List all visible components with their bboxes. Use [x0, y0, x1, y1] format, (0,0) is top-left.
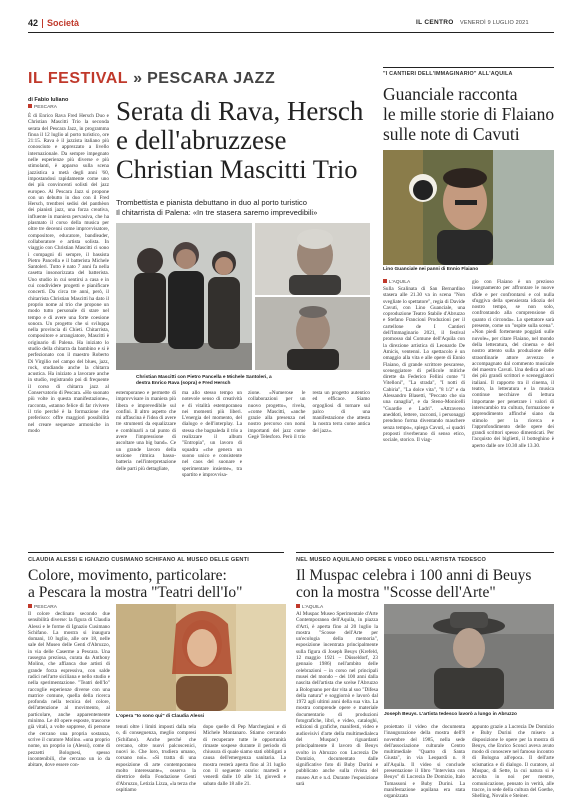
- page-number: 42: [28, 18, 39, 28]
- io-sono-qui-artwork: [116, 604, 286, 711]
- mascitti-trio-illustration: [116, 223, 252, 370]
- beuys-headline-line-1: Il Muspac celebra i 100 anni di Beuys: [296, 567, 532, 584]
- cantieri-location-text: L'AQUILA: [389, 280, 411, 285]
- festival-col-1: [28, 113, 109, 541]
- middle-rule-right: [296, 552, 554, 553]
- joseph-beuys-caption: Joseph Beuys. L'artista tedesco lavorò a lungo in Abruzzo: [384, 712, 517, 717]
- enrico-rava-illustration: [255, 223, 370, 295]
- issue-date: VENERDÌ 9 LUGLIO 2021: [460, 19, 529, 26]
- colore-location: [28, 604, 57, 610]
- beuys-location-text: L'AQUILA: [302, 605, 324, 610]
- cantieri-body-1: Sulla Scalinata di San Bernardino stasera alle 21.30 va in scena "Non svegliate lo spettatore", regia di Davide Cavuti, con Lino Guanciale, una coproduzione Teatro Stabile d'Abruzzo e Stefano Francioni Produzioni per il cartellone de I Cantieri dell'Immaginario 2021, il festival promosso dal Comune dell'Aquila con la direzione artistica di Leonardo De Amicis, ventenni. Lo spettacolo è un omaggio alla vita e alle opere di Ennio Flaiano, di grande scrittore pescarese, sceneggiatore di pellicole mitiche dirette da Federico Fellini come "I Vitelloni", "La strada", "I notti di Cabiria", "La dolce vita", "8 1/2" e da Alessandro Blasetti, "Peccato che sia una canaglia", e da Steno-Monicelli "Guardie e Ladri". «Attraverso aneddoti, lettere, racconti, i personaggi prendono forma diventando maschere senza tempo», spiega Cavuti, «i quadri proposti riverberano di senso etico, sociale, storico. Il viag-: [383, 286, 465, 444]
- beuys-body-1: Al Muspac Museo Sperimentale d'Arte Contemporanea dell'Aquila, in piazza d'Arti, è aperta fino al 20 luglio la mostra "Scosse dell'Arte per un'ecologia della memoria", esposizione incentrata principalmente sulla figura di Joseph Beuys (Krefeld, 12 maggio 1921 – Düsseldorf, 23 gennaio 1986) nell'ambito delle celebrazioni – in corso nel principali musei del mondo – dei 100 anni dalla nascita dell'artista che scelse l'Abruzzo a Bolognano per dar vita al suo "Difesa della natura" e soggiornò e lavorò dal 1972 agli ultimi anni della sua vita. La mostra comprende opere e materiale documentario di produzioni fotografiche, libri, e video, cataloghi, edizioni di grafiche, manifesti, video e audiovisivi d'arte della multimedialeca del Muspac) riguardanti principalmente il lavoro di Beuys svolto in Abruzzo con Lucrezia De Domizio, documentato dalle significative foto di Buby Durini e pubblicato anche sulla rivista del museo Art e n.d. Durante l'esposizione sarà: [296, 611, 378, 788]
- cantieri-top-rule: [383, 67, 554, 68]
- guanciale-illustration: [383, 150, 554, 265]
- cantieri-headline: [383, 84, 555, 144]
- guanciale-caption: Lino Guanciale nei panni di Ennio Flaiano: [383, 267, 479, 272]
- festival-subhead-line-1: Trombettista e pianista debuttano in duo al porto turistico: [116, 198, 307, 207]
- section-name: Società: [47, 18, 80, 28]
- cantieri-body-2: gio con Flaiano è un prezioso insegnamento per affrontare le nuove sfide e per confrontarsi e col nulla sfuggiva della spensierata idiozia del nostro tempo, se non solo, confrontando alla comprensione di quanto ci circonda». Lo spettatore sarà presente, come un "ospite sulla scena". «Non piedi fortemente poggiati sulle nuvole», per citare Flaiano, nel mondo della letteratura, del cinema e del nostro attento sulla produzione delle straordinarie attore avvezzo e accompagnato dal commento musicale del maestro Cavuti. Una dedica ad uno dei più grandi scrittori e sceneggiatori italiani. Il rapporto tra il cinema, il teatro, la letteratura e la musica continue necchiave di lettura importante per penetrare i valori di interscambio tra cultura, formazione e apprendimento affinché siano da stimolo per la ricerca e l'approfondimento delle opere dei grandi scrittori spesso dimenticati. Per l'acquisto dei biglietti, il botteghino è aperto dalle ore 10.30 alle 13.30.: [472, 279, 554, 449]
- colore-col-1: [28, 611, 110, 791]
- beuys-col-1: [296, 611, 378, 791]
- cantieri-headline-line-2: le mille storie di Flaiano: [383, 104, 555, 124]
- festival-tag: [28, 68, 368, 86]
- festival-body-3: ma allo stesso tempo un notevole senso di creatività e di vitalità estemporanea nei momenti più liberi. L'energia del momento, del dialogo e dell'interplay. La stessa che bagnaleda il trio a realizzare il album "Entropia", un lavoro di squadra «che genera un suono unico e consistente nel caos del suonare e sperimentare insieme», tra spartito e improvvisa-: [182, 390, 242, 478]
- beuys-location: [296, 604, 323, 610]
- joseph-beuys-photo: [384, 604, 554, 709]
- mascitti-trio-photo: [116, 223, 252, 370]
- section-divider: [42, 19, 43, 28]
- colore-body-2: tenuti oltre i limiti imposti dalla tela o, di conseguenza, meglio compresi (Schifano). Anche perché che cercano, oltre nuovi palcoscenici, nuovi io. Che loro, trudiera umano, corsano noi». «Si tratta di una esposizione di arte contemporanea molto interessante», osserva la direttrice della Fondazione Genti d'Abruzzo, Letizia Lizza, «la terza che ospitiamo: [116, 724, 196, 793]
- festival-location-text: PESCARA: [34, 105, 57, 110]
- masthead: IL CENTRO: [416, 19, 454, 26]
- cantieri-headline-line-3: sulle note di Cavuti: [383, 124, 520, 144]
- cantieri-kicker: "I CANTIERI DELL'IMMAGINARIO" ALL'AQUILA: [383, 71, 513, 77]
- festival-headline-line-1: Serata di Rava, Hersch: [116, 96, 364, 126]
- festival-byline: di Fabio Iuliano: [28, 97, 69, 103]
- festival-location: [28, 104, 57, 110]
- beuys-col-2: [384, 724, 465, 798]
- cantieri-col-1: [383, 286, 465, 540]
- festival-col-4: [248, 390, 370, 540]
- cantieri-location: [383, 279, 410, 285]
- beuys-col-3: [472, 724, 554, 798]
- beuys-headline: [296, 567, 554, 601]
- cantieri-headline-line-1: Guanciale racconta: [383, 84, 518, 104]
- festival-body-1: È di Enrico Rava Fred Hersch Duo e Christian Mascitti Trio la seconda serata del Pescara Jazz, in programma finoa il 12 luglio al porto turistico, ore 21:15. Rava è il jazzista italiano più conosciuto e apprezzato a livello internazionale. Da sempre impegnato nelle esperienze più diverse e più stimolanti, è apparso sulla scena jazzistica a metà degli anni '60, impostandosi rapidamente come uno dei più convincenti solisti del jazz europeo. Al Pescara Jazz si propone con un debutto in duo con il Fred Hersch, trentbrei sedisi del panthèon dei pianisti jazz, una forza creativa, influente in maniera pervasiva, che ha plasmato il corso della musica per oltre tre decenni come improvvisatore, compositore, educatore, bandleader, collaboratore e artista solista. In viaggio con Christian Mascitti ci sono i compagni di sempre, il bassista Pietro Pancella e il batterista Michele Santoleri. Tutto è nato 7 anni fa nella casetta insonorizzata del batterista. Uno studio in cui sentirsi a casa e in cui condividere progetti e pianificare concerti. Da circa tre anni, però, il chitarrista Christian Mascitti ha dato il proprio nome al trio che propone un modo tutto personale di stare nel tempo e di avere una forte coesione sonora. Un progetto che si sviluppa nella provincia di Chieti. Chitarrista, compositore e arrangiatore, Mascitti è originario di Palena. Ha iniziato lo studio della chitarra da bambino e si è perfezionato con il maestro Roberto Di Virgilio nel campo del blues, jazz, rock, studiando anche la chitarra acustica. Ha iniziato a lavorare anche in studio, registrando poi di frequente il corso di chitarra jazz al Conservatorio di Pescara. «Ho suonato più volte in questa manifestazione», racconta, «stanno felice di far rivivere il trio perché è la formazione che preferisco: offre maggiori possibilità nel creare sequenze armoniche in modo: [28, 113, 109, 434]
- beuys-body-2: proiettato il video che documenta l'inaugurazione della mostra dell'8 novembre del 1985, nella sede dell'associazione culturale Centro multimediale "Quarto di Santa Giusta", in via Leopardi n. 8 all'Aquila. Il video si conclude presentazione il libro "Intervista con Beuys" di Lucrezia De Domizio, Italo Tomassoni e Buby Durini. La manifestazione aquilana era stata organizzata: [384, 724, 465, 798]
- colore-location-text: PESCARA: [34, 605, 57, 610]
- enrico-rava-photo: [255, 223, 370, 295]
- fred-hersch-illustration: [255, 297, 370, 370]
- colore-col-3: [203, 724, 286, 791]
- festival-headline-line-2: e dell'abruzzese: [116, 125, 287, 155]
- festival-tag-arrows: »: [133, 70, 143, 87]
- festival-subhead-line-2: Il chitarrista di Palena: «In tre stasera saremo imprevedibili»: [116, 208, 318, 217]
- io-sono-qui-illustration: [116, 604, 286, 711]
- festival-headline-line-3: Christian Mascitti Trio: [116, 154, 358, 184]
- colore-col-2: [116, 724, 196, 791]
- colore-body-3: dopo quelle di Pep Marchegiani e di Michele Montanaro. Stiamo cercando di recuperare tutte le opportunità rimaste sospese durante il periodo di chiusura di quale siamo stati obbligati a causa dell'emergenza sanitaria. La mostra resterà aperta fino al 31 luglio con il seguente orario: martedì e venerdì dalle 10 alle 14, giovedì e sabato dalle 18 alle 21.: [203, 724, 286, 787]
- fred-hersch-photo: [255, 297, 370, 370]
- colore-headline-line-2: a Pescara la mostra "Teatri dell'Io": [28, 584, 243, 601]
- guanciale-photo: [383, 150, 554, 265]
- festival-headline: [116, 97, 370, 184]
- beuys-body-3: appunto grazie a Lucrezia De Domizio e Buby Durini che misero a disposizione le opere per la mostra di Beuys, che Enrico Sconci aveva avuto modo di conoscere nel famoso incontro di Bologna all'epoca. Il dell'arte scismatica e di dialogo. Il curatore, al Muspac, di Sette, la cui natura si è accolta in noi per mentre, comunicazione, pensato in verità, alle tracce, in sede della cultura del Goethe, Shelling, Novalis e Steiner.: [472, 724, 554, 798]
- festival-photo-caption: Christian Mascitti con Pietro Pancella e Michele Santoleri, a destra Enrico Rava (sopra) e Fred Hersch: [136, 375, 272, 386]
- colore-headline: [28, 567, 286, 601]
- festival-tag-right: PESCARA JAZZ: [147, 70, 276, 87]
- beuys-kicker: NEL MUSEO AQUILANO OPERE E VIDEO DELL'ARTISTA TEDESCO: [296, 557, 487, 563]
- beuys-headline-line-2: con la mostra "Scosse dell'Arte": [296, 584, 496, 601]
- festival-col-3: [182, 390, 242, 540]
- festival-col-2: [116, 390, 176, 540]
- io-sono-qui-caption: L'opera "Io sono qui" di Claudia Alessi: [116, 714, 205, 719]
- colore-body-1: Il colore declinato secondo due sensibilità diverse: la figura di Claudia Alessi e le forme di Ignazio Cusimano Schifano. La mostra si inaugura domani, 10 luglio, alle ore 18, nelle sale del Museo delle Genti d'Abruzzo, in via delle Caserme a Pescara. Una rassegna preziosa, curata da Anthony Molino, che affianca due artisti di grande forza espressiva, con salde radici nell'arte siciliana e nello studio e nella sperimentazione. "Teatri dell'Io" raccoglie esperienze diverse con una matrice comune, quella della ricerca profonda nella tecnica del colore, dell'attenzione al movimento, al particolare, anche apparentemente minimo. Le 40 opere esposte, trascorse già vitali, a volte sopprese, di persone che cercano una propria sostanza, scrive il curatore Molino. «una proprio nome, un proprio io (Alessi), come di pezzetti Bolognesi, spesso incontenibili, che cercano un io da abitare, dove essere con-: [28, 611, 110, 769]
- page-header: [28, 18, 554, 30]
- colore-kicker: CLAUDIA ALESSI E IGNAZIO CUSIMANO SCHIFANO AL MUSEO DELLE GENTI: [28, 557, 250, 563]
- middle-rule-left: [28, 552, 284, 553]
- header-rule: [28, 32, 554, 33]
- festival-subhead: [116, 198, 372, 218]
- cantieri-col-2: [472, 279, 554, 540]
- colore-headline-line-1: Colore, movimento, particolare:: [28, 567, 227, 584]
- festival-body-4: zione. «Numerose le collaborazioni per un nuovo progetto», rivela, «come Mascitti, «anche grazie alla presenza nel nostro percorso con nomi importanti del jazz come Gegè Telesforo. Però il trio resta un progetto autentico ed efficace. Siamo orgogliosi di tornare sul palco di una manifestazione che attesta la nostra terra come antica del jazz».: [248, 390, 370, 441]
- festival-body-2: estemporaneo e permette di improvvisare in maniera più libera e imprevedibile sul confini. Il altro aspetto che mi affascina è l'idea di avere tre strumenti da equalizzare e combinarli a tal punto di avere l'impressione di ascoltare una big band». Ce un grande lavoro della sezione ritmica basso-batteria nell'interpretazione delle parti più dettagliate,: [116, 390, 176, 472]
- festival-tag-left: IL FESTIVAL: [28, 70, 129, 87]
- joseph-beuys-illustration: [384, 604, 554, 709]
